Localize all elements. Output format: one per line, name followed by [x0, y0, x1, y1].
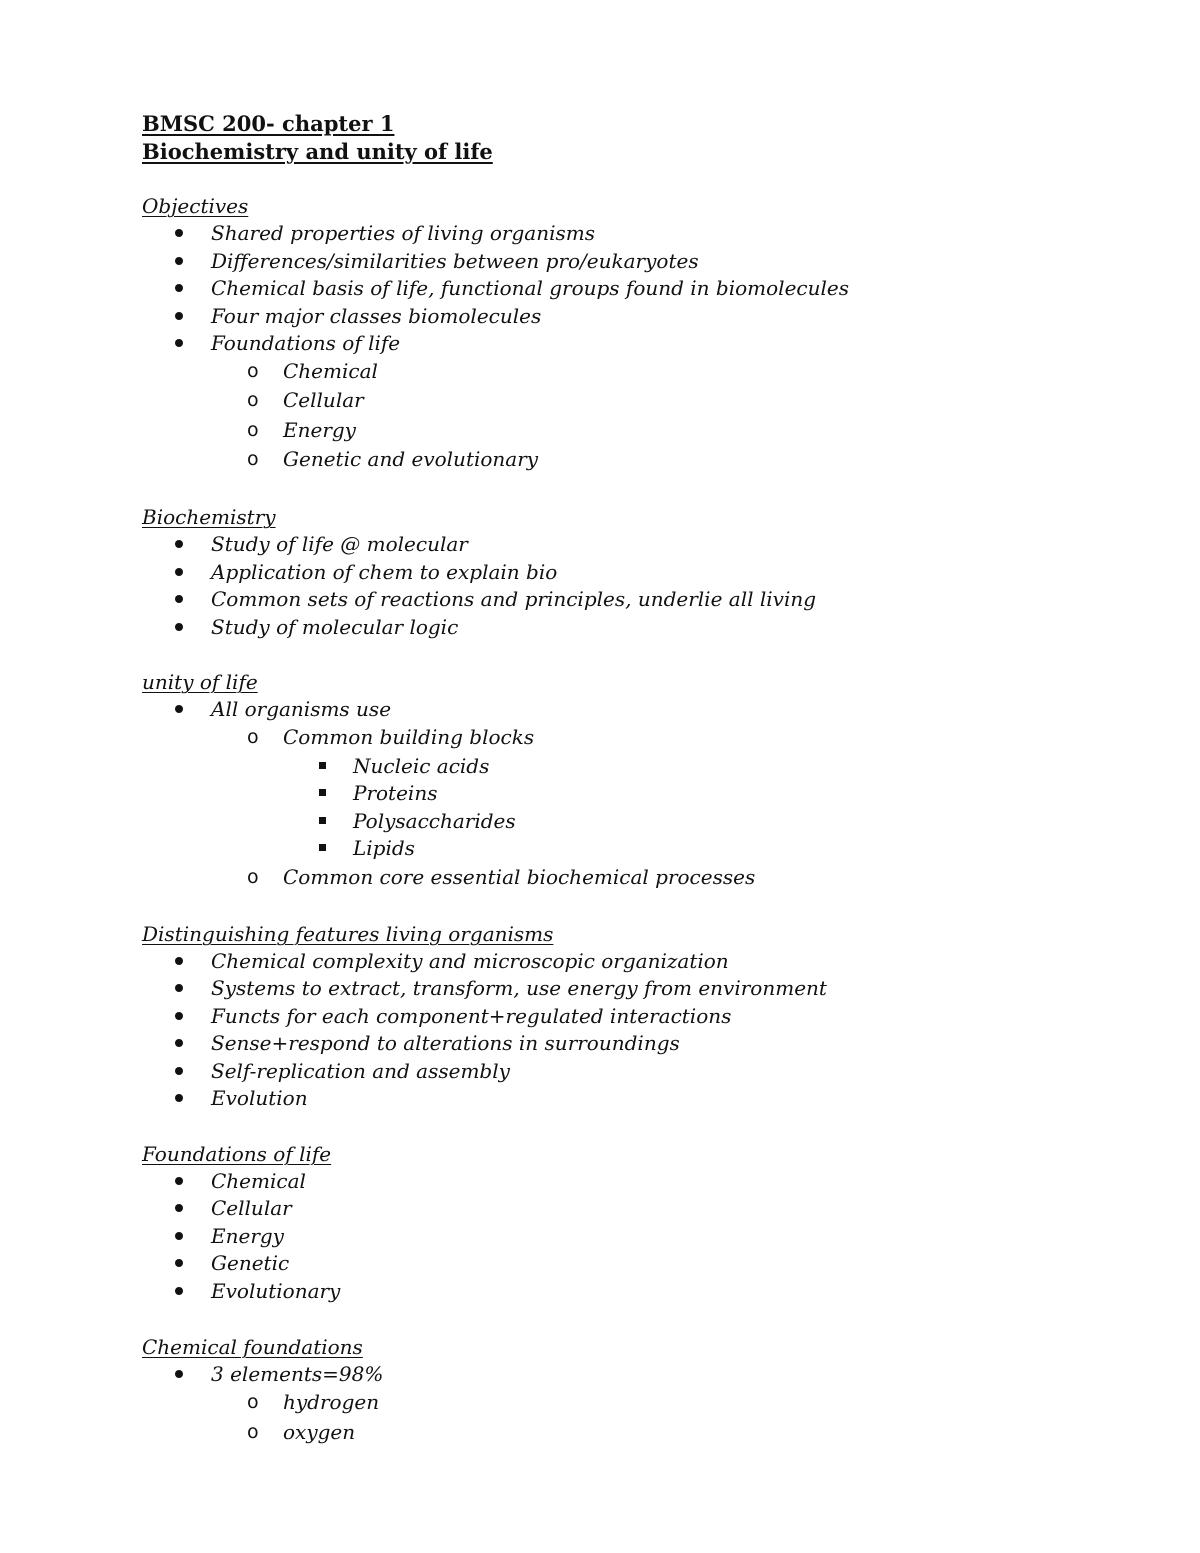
- sub-list-item: Genetic and evolutionary: [283, 447, 539, 471]
- bullet-circle: o: [247, 419, 259, 441]
- list-item: Functs for each component+regulated interactions: [211, 1004, 732, 1028]
- list-item: Shared properties of living organisms: [211, 221, 595, 245]
- list-item: Evolution: [211, 1086, 308, 1110]
- sub-sub-list-item: Polysaccharides: [353, 809, 516, 833]
- sub-sub-list-item: Proteins: [353, 781, 438, 805]
- bullet-disc: [175, 1039, 183, 1047]
- section-heading-distinguishing-features: Distinguishing features living organisms: [142, 922, 554, 946]
- bullet-disc: [175, 1287, 183, 1295]
- sub-list-item: Common core essential biochemical processes: [283, 865, 756, 889]
- bullet-disc: [175, 1094, 183, 1102]
- list-item: Sense+respond to alterations in surroundings: [211, 1031, 680, 1055]
- list-item: Evolutionary: [211, 1279, 341, 1303]
- bullet-circle: o: [247, 1391, 259, 1413]
- bullet-circle: o: [247, 389, 259, 411]
- bullet-square: [319, 817, 326, 824]
- bullet-disc: [175, 312, 183, 320]
- bullet-square: [319, 844, 326, 851]
- bullet-circle: o: [247, 866, 259, 888]
- section-heading-chemical-foundations: Chemical foundations: [142, 1335, 363, 1359]
- sub-list-item: Cellular: [283, 388, 364, 412]
- list-item: Chemical basis of life, functional groups found in biomolecules: [211, 276, 849, 300]
- list-item: Energy: [211, 1224, 284, 1248]
- section-heading-objectives: Objectives: [142, 194, 249, 218]
- sub-list-item: Energy: [283, 418, 356, 442]
- bullet-disc: [175, 623, 183, 631]
- list-item: Self-replication and assembly: [211, 1059, 510, 1083]
- bullet-circle: o: [247, 1421, 259, 1443]
- bullet-disc: [175, 957, 183, 965]
- list-item: Study of molecular logic: [211, 615, 459, 639]
- bullet-disc: [175, 595, 183, 603]
- section-heading-biochemistry: Biochemistry: [142, 505, 276, 529]
- bullet-disc: [175, 339, 183, 347]
- bullet-disc: [175, 540, 183, 548]
- list-item: Four major classes biomolecules: [211, 304, 542, 328]
- document-subtitle: Biochemistry and unity of life: [142, 139, 493, 164]
- list-item: All organisms use: [211, 697, 392, 721]
- bullet-circle: o: [247, 726, 259, 748]
- sub-list-item: Chemical: [283, 359, 378, 383]
- list-item: Common sets of reactions and principles, underlie all living: [211, 587, 817, 611]
- list-item: Chemical: [211, 1169, 306, 1193]
- bullet-disc: [175, 1067, 183, 1075]
- bullet-disc: [175, 284, 183, 292]
- sub-sub-list-item: Lipids: [353, 836, 415, 860]
- sub-sub-list-item: Nucleic acids: [353, 754, 490, 778]
- bullet-disc: [175, 1370, 183, 1378]
- bullet-disc: [175, 1232, 183, 1240]
- list-item: Genetic: [211, 1251, 290, 1275]
- sub-list-item: Common building blocks: [283, 725, 535, 749]
- list-item: Study of life @ molecular: [211, 532, 468, 556]
- bullet-disc: [175, 568, 183, 576]
- section-heading-unity-of-life: unity of life: [142, 670, 258, 694]
- section-heading-foundations-of-life: Foundations of life: [142, 1142, 332, 1166]
- bullet-disc: [175, 1259, 183, 1267]
- list-item: Application of chem to explain bio: [211, 560, 558, 584]
- document-title: BMSC 200- chapter 1: [142, 111, 395, 136]
- sub-list-item: hydrogen: [283, 1390, 380, 1414]
- bullet-disc: [175, 705, 183, 713]
- list-item: Systems to extract, transform, use energy from environment: [211, 976, 827, 1000]
- bullet-disc: [175, 229, 183, 237]
- bullet-disc: [175, 1204, 183, 1212]
- bullet-disc: [175, 257, 183, 265]
- bullet-disc: [175, 984, 183, 992]
- bullet-disc: [175, 1177, 183, 1185]
- bullet-square: [319, 789, 326, 796]
- list-item: Foundations of life: [211, 331, 401, 355]
- bullet-disc: [175, 1012, 183, 1020]
- list-item: Differences/similarities between pro/eukaryotes: [211, 249, 699, 273]
- bullet-circle: o: [247, 448, 259, 470]
- list-item: Cellular: [211, 1196, 292, 1220]
- bullet-square: [319, 762, 326, 769]
- list-item: 3 elements=98%: [211, 1362, 384, 1386]
- list-item: Chemical complexity and microscopic organization: [211, 949, 729, 973]
- sub-list-item: oxygen: [283, 1420, 356, 1444]
- bullet-circle: o: [247, 360, 259, 382]
